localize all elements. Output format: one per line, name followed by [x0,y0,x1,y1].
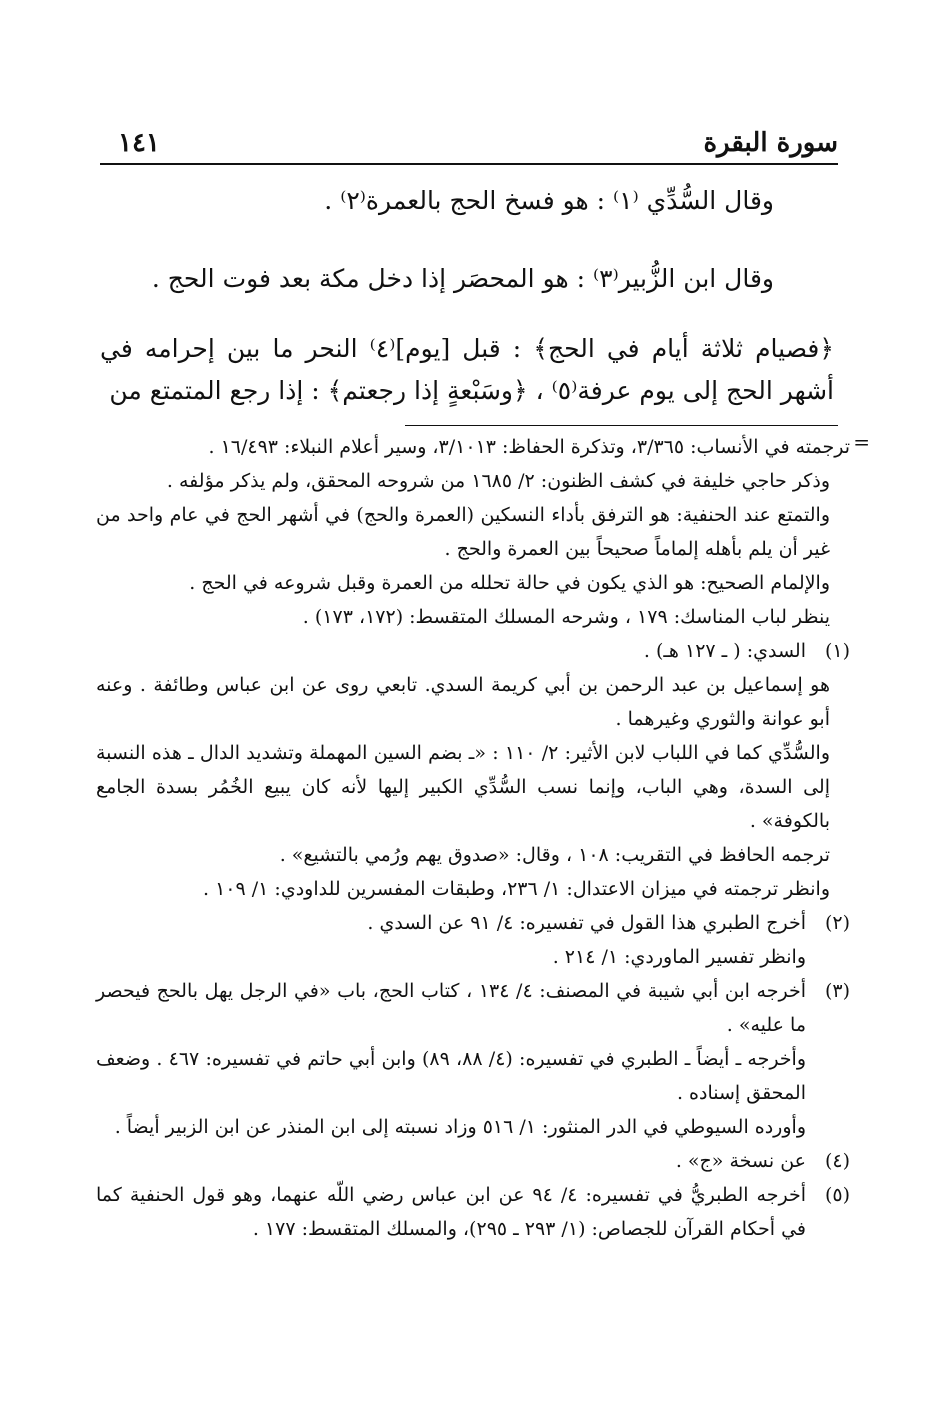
footnote-4-number: (٤) [824,1150,850,1172]
main-paragraph-3: ﴿فصيام ثلاثة أيام في الحج﴾ : قبل [يوم]⁽٤⁾ النحر ما بين إحرامه في أشهر الحج إلى يوم عرفة⁽٥⁾ ، ﴿وسَبْعةٍ إذا رجعتم﴾ : إذا رجع المتمتع من [100,334,834,405]
footnote-5-number: (٥) [824,1184,850,1206]
intro-line-5: ينظر لباب المناسك: ١٧٩ ، وشرحه المسلك المتقسط: (١٧٢، ١٧٣) . [302,606,830,628]
intro-line-2: وذكر حاجي خليفة في كشف الظنون: ٢/ ١٦٨٥ من شروحه المحقق، ولم يذكر مؤلفه . [166,470,830,492]
continuation-mark: = [853,430,870,454]
intro-line-4: والإلمام الصحيح: هو الذي يكون في حالة تحلله من العمرة وقبل شروعه في الحج . [189,572,830,594]
footnote-2 [96,906,850,940]
footnote-3-line: وأخرجه ـ أيضاً ـ الطبري في تفسيره: (٤/ ٨٨، ٨٩) وابن أبي حاتم في تفسيره: ٤٦٧ . وضعف المحقق إسناده . [96,1048,807,1104]
footnote-2-line: وانظر تفسير الماوردي: ١/ ٢١٤ . [552,946,806,968]
footnote-4 [96,1144,850,1178]
page-header [100,128,838,162]
footnote-4-head: عن نسخة «ج» . [675,1150,806,1172]
footnote-rule [405,425,838,426]
footnotes [96,430,870,1246]
footnote-1-line: وانظر ترجمته في ميزان الاعتدال: ١/ ٢٣٦، وطبقات المفسرين للداودي: ١/ ١٠٩ . [202,878,830,900]
footnote-5 [96,1178,850,1246]
footnote-1-head: السدي: ( ـ ١٢٧ هـ) . [643,640,806,662]
header-rule [100,163,838,165]
footnote-1-number: (١) [824,640,850,662]
footnote-1-line: هو إسماعيل بن عبد الرحمن بن أبي كريمة السدي. تابعي روى عن ابن عباس وطائفة . وعنه أبو عوانة والثوري وغيرهما . [96,674,830,730]
intro-line-3: والتمتع عند الحنفية: هو الترفق بأداء النسكين (العمرة والحج) في أشهر الحج في عام واحد من غير أن يلم بأهله إلماماً صحيحاً بين العمرة والحج . [96,504,830,560]
footnote-5-head: أخرجه الطبريُّ في تفسيره: ٤/ ٩٤ عن ابن عباس رضي اللّه عنهما، وهو قول الحنفية كما في أحكام القرآن للجصاص: (١/ ٢٩٣ ـ ٢٩٥)، والمسلك المتقسط: ١٧٧ . [96,1184,806,1240]
footnote-3 [96,974,850,1042]
main-paragraph-2: وقال ابن الزُّبير⁽٣⁾ : هو المحصَر إذا دخل مكة بعد فوت الحج . [151,264,774,293]
footnote-3-line: وأورده السيوطي في الدر المنثور: ١/ ٥١٦ وزاد نسبته إلى ابن المنذر عن ابن الزبير أيضاً . [114,1116,806,1138]
footnote-3-number: (٣) [824,980,850,1002]
footnote-1-line: والسُّدِّي كما في اللباب لابن الأثير: ٢/ ١١٠ : «ـ بضم السين المهملة وتشديد الدال ـ هذه النسبة إلى السدة، وهي الباب، وإنما نسب السُّدِّي الكبير إليها لأنه كان يبيع الخُمُر بسدة الجامع بالكوفة» . [96,742,831,832]
surah-title: سورة البقرة [703,128,838,158]
footnote-2-head: أخرج الطبري هذا القول في تفسيره: ٤/ ٩١ عن السدي . [367,912,806,934]
footnote-2-number: (٢) [824,912,850,934]
footnote-1 [96,634,850,668]
footnote-1-line: ترجمه الحافظ في التقريب: ١٠٨ ، وقال: «صدوق يهم ورُمي بالتشيع» . [279,844,830,866]
intro-line-1: ترجمته في الأنساب: ٣/٣٦٥، وتذكرة الحفاظ: ٣/١٠١٣، وسير أعلام النبلاء: ١٦/٤٩٣ . [208,436,850,458]
page-number: ١٤١ [118,128,160,158]
footnote-3-head: أخرجه ابن أبي شيبة في المصنف: ٤/ ١٣٤ ، كتاب الحج، باب «في الرجل يهل بالحج فيحصر ما عليه» . [96,980,806,1036]
main-paragraph-1: وقال السُّدِّي ⁽١⁾ : هو فسخ الحج بالعمرة⁽٢⁾ . [324,186,774,215]
